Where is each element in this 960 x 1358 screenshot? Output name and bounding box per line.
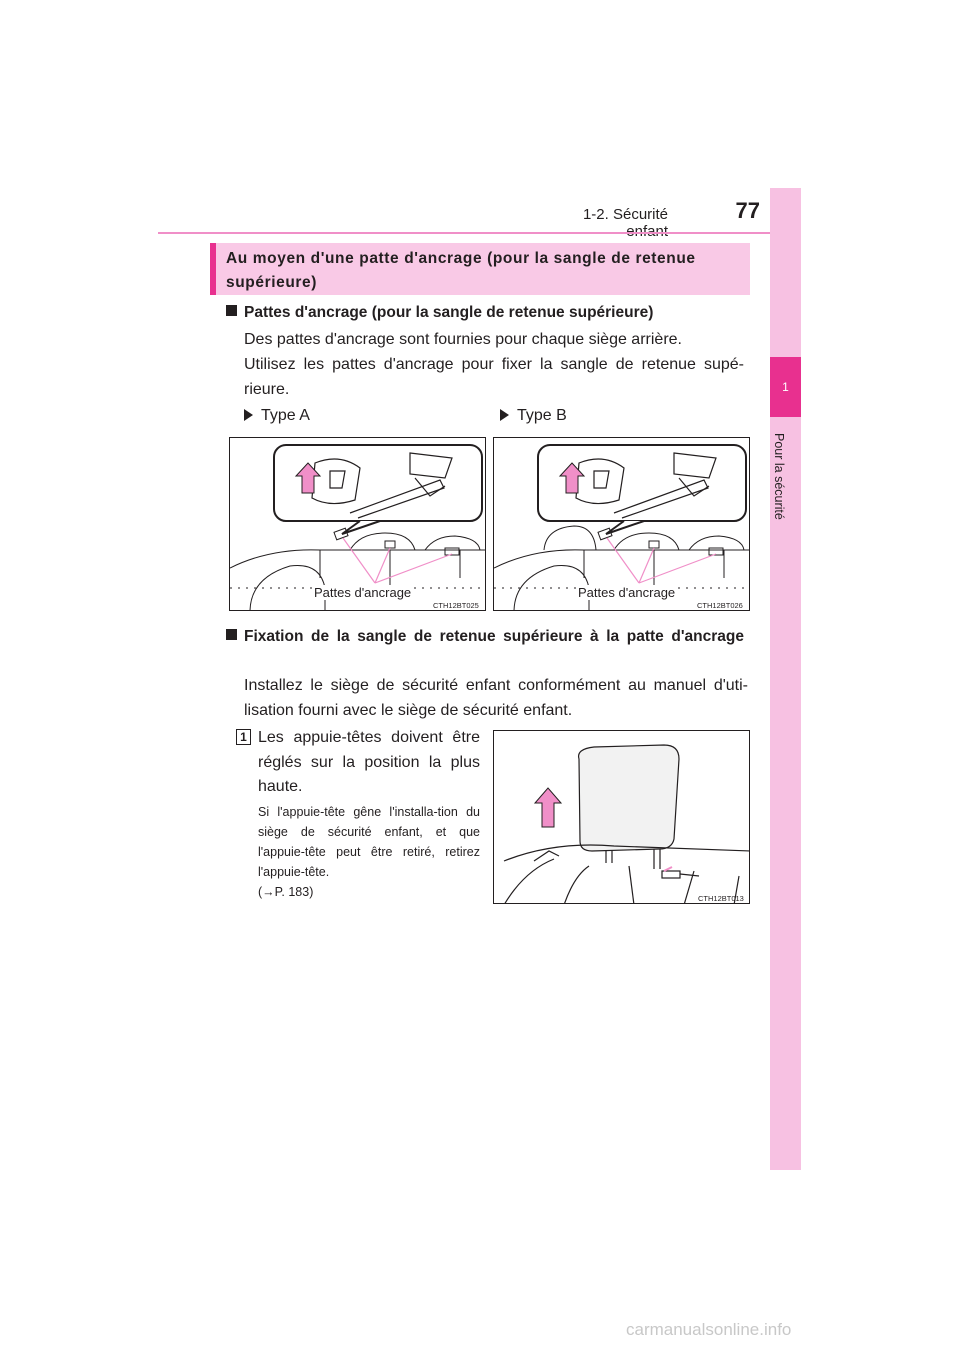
square-bullet-icon <box>226 305 237 316</box>
step-1-note: Si l'appuie-tête gêne l'installa-tion du siège de sécurité enfant, et que l'appuie-tête peut être retiré, retirez l'appuie-tête. <box>258 805 480 879</box>
bullet-heading-fixation: Fixation de la sangle de retenue supérieure à la patte d'ancrage <box>226 625 744 649</box>
side-tab <box>770 188 801 1170</box>
headrest-illustration <box>494 731 750 904</box>
figure-c-code: CTH12BT013 <box>698 894 744 903</box>
fixation-paragraph: Installez le siège de sécurité enfant conformément au manuel d'uti-lisation fourni avec le siège de sécurité enfant. <box>244 677 748 719</box>
figure-type-b <box>493 437 750 611</box>
step-number-badge: 1 <box>236 729 251 745</box>
chapter-number-tab: 1 <box>770 357 801 417</box>
watermark: carmanualsonline.info <box>626 1320 792 1339</box>
triangle-bullet-icon <box>244 409 253 421</box>
figure-headrest <box>493 730 750 904</box>
page-number: 77 <box>735 198 760 223</box>
section-heading: Au moyen d'une patte d'ancrage (pour la sangle de retenue supérieure) <box>210 243 750 295</box>
figure-b-caption: Pattes d'ancrage <box>578 585 676 600</box>
chapter-title: Pour la sécurité <box>772 433 786 520</box>
type-a-label: Type A <box>244 404 444 429</box>
figure-a-caption: Pattes d'ancrage <box>314 585 412 600</box>
page-reference: (→P. 183) <box>258 885 314 899</box>
header-rule <box>158 232 800 234</box>
type-b-label: Type B <box>500 404 700 429</box>
paragraph-line-2: Utilisez les pattes d'ancrage pour fixer la sangle de retenue supé-rieure. <box>244 356 744 398</box>
triangle-bullet-icon <box>500 409 509 421</box>
figure-b-code: CTH12BT026 <box>697 601 743 610</box>
paragraph-line-1: Des pattes d'ancrage sont fournies pour chaque siège arrière. <box>244 331 682 348</box>
bullet-heading-anchors: Pattes d'ancrage (pour la sangle de retenue supérieure) <box>226 301 756 325</box>
step-1-text: Les appuie-têtes doivent être réglés sur la position la plus haute. <box>258 729 480 795</box>
figure-a-code: CTH12BT025 <box>433 601 479 610</box>
chapter-title-tab <box>773 433 799 633</box>
figure-type-a <box>229 437 486 611</box>
section-title: 1-2. Sécurité <box>582 206 668 223</box>
square-bullet-icon <box>226 629 237 640</box>
